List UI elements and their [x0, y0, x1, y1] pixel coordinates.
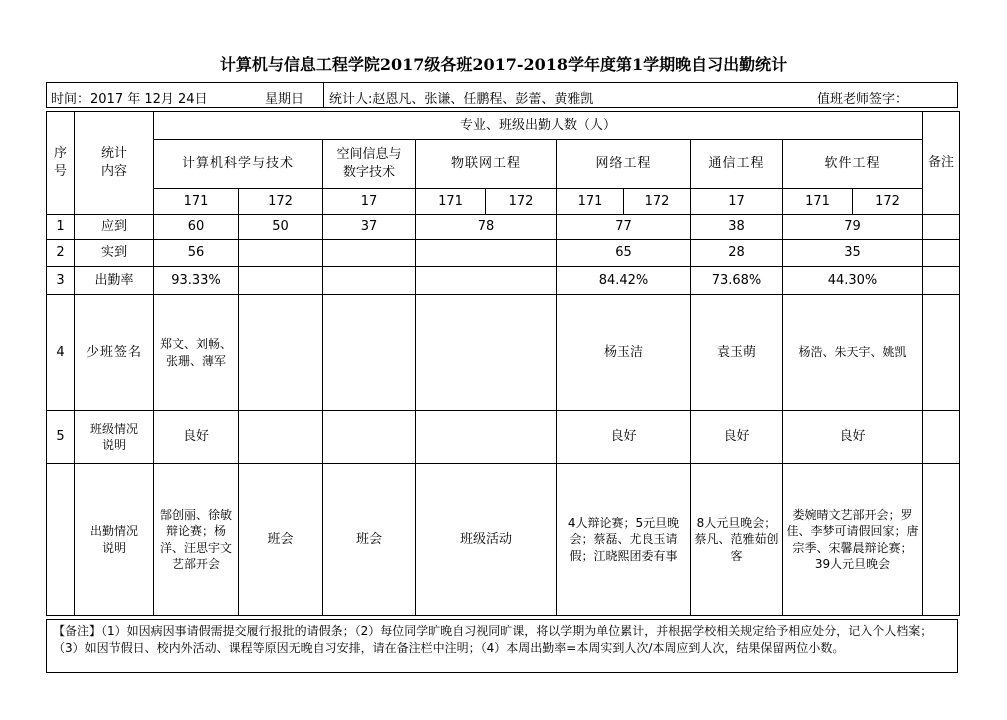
cell-cs-172: [239, 267, 323, 295]
class-net-172: 172: [624, 189, 691, 215]
info-bar: [46, 82, 958, 108]
row-actual: [47, 240, 960, 267]
cell-comm: 38: [691, 215, 783, 240]
cell-cs-172: [239, 295, 323, 411]
row-label: 出勤情况 说明: [75, 464, 154, 616]
cell-cs-171: 郜创丽、徐敏辩论赛；杨洋、汪思宇文艺部开会: [154, 464, 239, 616]
cell-net: 84.42%: [557, 267, 691, 295]
remark-note: 【备注】（1）如因病因事请假需提交履行报批的请假条；（2）每位同学旷晚自习视同旷课，将以学期为单位累计，并根据学校相关规定给予相应处分，记入个人档案；（3）如因节假日、校内外活动、课程等原因无晚自习安排，请在备注栏中注明；（4）本周出勤率=本周实到人次/本周应到人次，结果保留两位小数。: [46, 619, 958, 673]
teacher-sign-field: 值班老师签字：: [817, 92, 909, 107]
cell-iot: [416, 295, 557, 411]
cell-net: 良好: [557, 411, 691, 464]
row-number: 1: [47, 215, 75, 240]
cell-remark: [923, 411, 960, 464]
cell-cs-172: [239, 240, 323, 267]
row-number: 2: [47, 240, 75, 267]
cell-net: 77: [557, 215, 691, 240]
class-cs-172: 172: [239, 189, 323, 215]
cell-remark: [923, 215, 960, 240]
stats-by-field: 统计人:赵恩凡、张谦、任鹏程、彭蕾、黄雅凯: [329, 92, 594, 107]
date-field: 时间：2017 年 12月 24日: [51, 92, 208, 107]
cell-se: 79: [783, 215, 923, 240]
cell-dmt: [323, 295, 416, 411]
cell-se: 娄婉晴文艺部开会；罗佳、李梦可请假回家；唐宗季、宋馨晨辩论赛；39人元旦晚会: [783, 464, 923, 616]
cell-net: 65: [557, 240, 691, 267]
cell-se: 杨浩、朱天宇、姚凯: [783, 295, 923, 411]
row-attendance-notes: [47, 464, 960, 616]
remark-header: 备注: [923, 112, 960, 215]
cell-iot: 班级活动: [416, 464, 557, 616]
row-class-status: [47, 411, 960, 464]
cell-iot: [416, 240, 557, 267]
class-cs-171: 171: [154, 189, 239, 215]
major-dmt: 空间信息与 数字技术: [323, 140, 416, 189]
cell-iot: 78: [416, 215, 557, 240]
cell-iot: [416, 267, 557, 295]
row-label: 班级情况 说明: [75, 411, 154, 464]
row-label: 应到: [75, 215, 154, 240]
row-label: 出勤率: [75, 267, 154, 295]
page-title: 计算机与信息工程学院2017级各班2017-2018学年度第1学期晚自习出勤统计: [219, 55, 788, 74]
class-se-171: 171: [783, 189, 853, 215]
cell-comm: 良好: [691, 411, 783, 464]
row-number: 5: [47, 411, 75, 464]
cell-net: 杨玉洁: [557, 295, 691, 411]
major-cs: 计算机科学与技术: [154, 140, 323, 189]
attendance-table: [46, 111, 960, 616]
cell-cs-172: 班会: [239, 464, 323, 616]
cell-dmt: [323, 411, 416, 464]
cell-cs-172: [239, 411, 323, 464]
header-row-group: [47, 112, 960, 140]
class-se-172: 172: [853, 189, 923, 215]
class-iot-171: 171: [416, 189, 486, 215]
header-row-classes: [47, 189, 960, 215]
row-expected: [47, 215, 960, 240]
cell-cs-171: 56: [154, 240, 239, 267]
cell-dmt: 班会: [323, 464, 416, 616]
row-signature: [47, 295, 960, 411]
cell-dmt: [323, 240, 416, 267]
cell-remark: [923, 240, 960, 267]
major-net: 网络工程: [557, 140, 691, 189]
cell-se: 44.30%: [783, 267, 923, 295]
major-comm: 通信工程: [691, 140, 783, 189]
row-number: [47, 464, 75, 616]
cell-comm: 28: [691, 240, 783, 267]
cell-remark: [923, 464, 960, 616]
seq-header: 序号: [47, 112, 75, 215]
cell-net: 4人辩论赛；5元旦晚会；蔡磊、尤良玉请假；江晓熙团委有事: [557, 464, 691, 616]
class-dmt-17: 17: [323, 189, 416, 215]
cell-cs-171: 93.33%: [154, 267, 239, 295]
major-se: 软件工程: [783, 140, 923, 189]
cell-dmt: 37: [323, 215, 416, 240]
cell-remark: [923, 295, 960, 411]
cell-comm: 73.68%: [691, 267, 783, 295]
cell-cs-172: 50: [239, 215, 323, 240]
row-number: 3: [47, 267, 75, 295]
cell-se: 良好: [783, 411, 923, 464]
info-divider: [323, 83, 324, 107]
row-number: 4: [47, 295, 75, 411]
weekday-field: 星期日: [265, 92, 305, 107]
row-rate: [47, 267, 960, 295]
cell-comm: 8人元旦晚会；蔡凡、范雅茹创客: [691, 464, 783, 616]
cell-remark: [923, 267, 960, 295]
major-iot: 物联网工程: [416, 140, 557, 189]
cell-cs-171: 良好: [154, 411, 239, 464]
group-header: 专业、班级出勤人数（人）: [154, 112, 923, 140]
class-iot-172: 172: [486, 189, 557, 215]
cell-cs-171: 60: [154, 215, 239, 240]
class-comm-17: 17: [691, 189, 783, 215]
header-row-majors: [47, 140, 960, 189]
cell-se: 35: [783, 240, 923, 267]
cell-cs-171: 郑文、刘畅、张珊、薄军: [154, 295, 239, 411]
stat-content-header: 统计 内容: [75, 112, 154, 215]
class-net-171: 171: [557, 189, 624, 215]
row-label: 少班签名: [75, 295, 154, 411]
cell-iot: [416, 411, 557, 464]
cell-dmt: [323, 267, 416, 295]
row-label: 实到: [75, 240, 154, 267]
cell-comm: 袁玉萌: [691, 295, 783, 411]
